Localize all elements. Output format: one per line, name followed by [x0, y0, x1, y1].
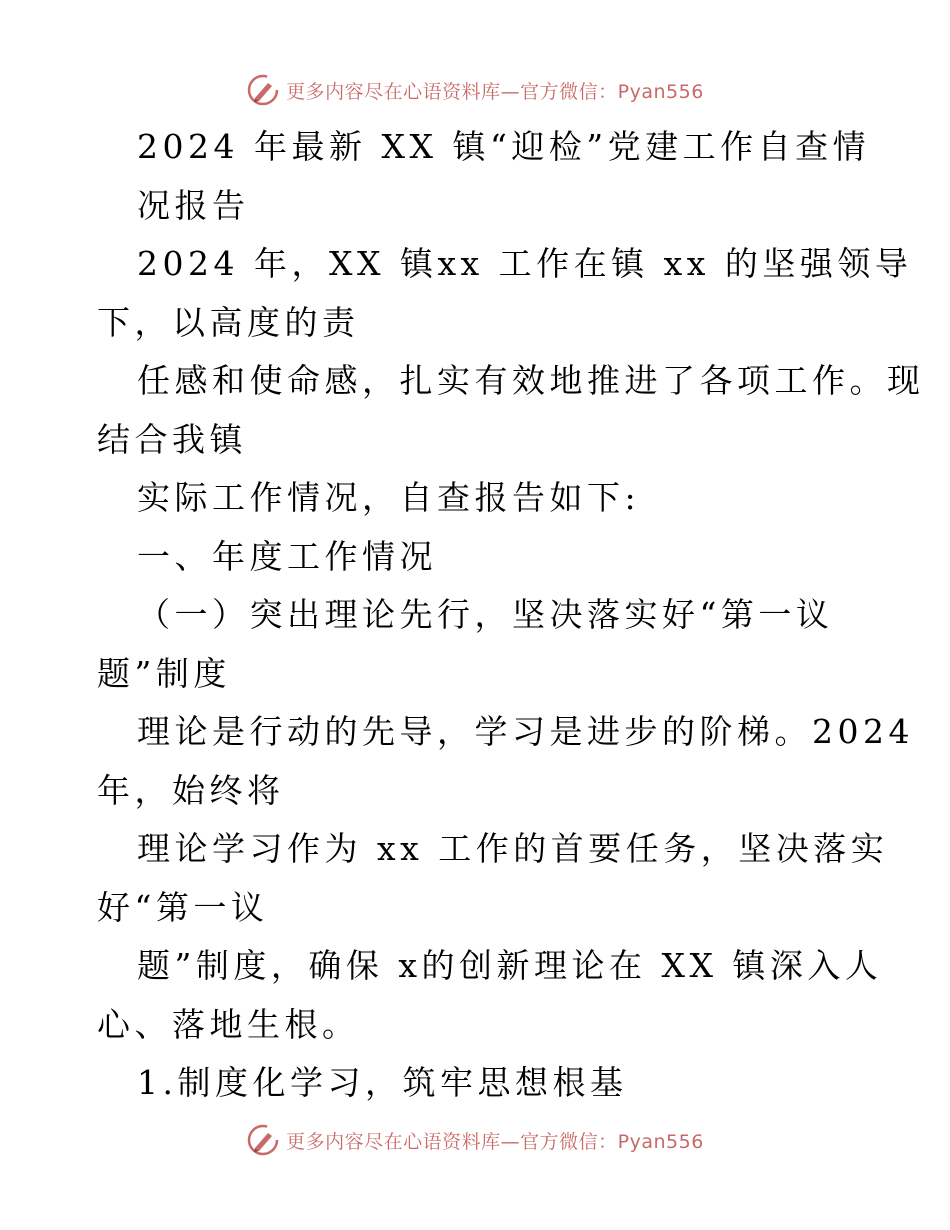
watermark-text: 更多内容尽在心语资料库—官方微信：Pyan556 [286, 1130, 704, 1153]
title-line-1: 2024 年最新 XX 镇“迎检”党建工作自查情 [137, 127, 871, 166]
paragraph-line: 结合我镇 [97, 419, 247, 459]
paragraph-line: 下，以高度的责 [97, 302, 360, 342]
pen-logo-icon [246, 73, 280, 107]
watermark-banner-bottom [0, 1120, 950, 1160]
paragraph-line: 2024 年，XX 镇xx 工作在镇 xx 的坚强领导 [137, 244, 913, 283]
paragraph-line: 理论学习作为 xx 工作的首要任务，坚决落实 [137, 829, 889, 868]
subsection-heading: （一）突出理论先行，坚决落实好“第一议 [137, 595, 834, 634]
paragraph-line: 年，始终将 [97, 770, 285, 810]
document-body [97, 118, 925, 1113]
title-line-2: 况报告 [137, 185, 250, 225]
paragraph-line: 心、落地生根。 [97, 1004, 360, 1044]
subsection-heading-cont: 题”制度 [97, 653, 231, 693]
numbered-heading: 1.制度化学习，筑牢思想根基 [137, 1063, 628, 1102]
paragraph-line: 题”制度，确保 x的创新理论在 XX 镇深入人 [137, 946, 883, 985]
paragraph-line: 任感和使命感，扎实有效地推进了各项工作。现 [137, 361, 925, 400]
watermark-banner-top [0, 70, 950, 110]
paragraph-line: 好“第一议 [97, 887, 269, 927]
paragraph-line: 理论是行动的先导，学习是进步的阶梯。2024 [137, 712, 914, 751]
paragraph-line: 实际工作情况，自查报告如下: [137, 478, 641, 517]
section-heading: 一、年度工作情况 [137, 536, 437, 576]
pen-logo-icon [246, 1123, 280, 1157]
watermark-text: 更多内容尽在心语资料库—官方微信：Pyan556 [286, 80, 704, 103]
